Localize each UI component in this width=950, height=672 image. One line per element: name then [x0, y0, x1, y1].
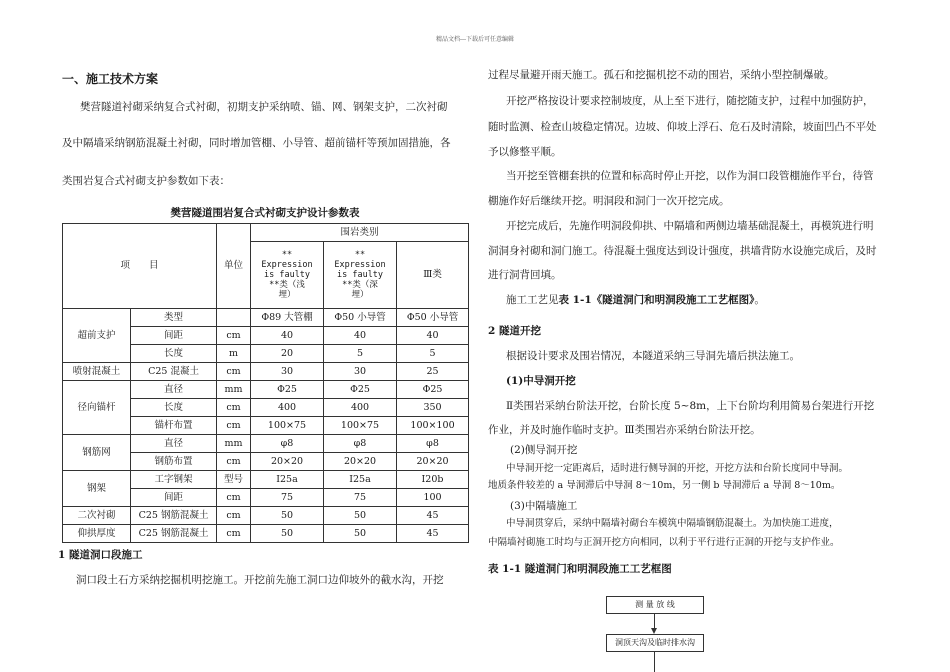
table-cell: cm	[217, 507, 251, 525]
paragraph-line: 樊营隧道衬砌采纳复合式衬砌，初期支护采纳喷、锚、网、钢架支护，二次衬砌	[80, 101, 448, 113]
table-cell: Φ89 大管棚	[251, 309, 324, 327]
paragraph-line: 当开挖至管棚套拱的位置和标高时停止开挖，以作为洞口段管棚施作平台，待管	[506, 170, 874, 182]
paragraph-line: 随时监测、检查山坡稳定情况。边坡、仰坡上浮石、危石及时清除，坡面凹凸不平处	[488, 121, 877, 133]
paragraph-line: 过程尽量避开雨天施工。孤石和挖掘机挖不动的围岩，采纳小型控制爆破。	[488, 69, 835, 81]
table-cell: I25a	[324, 471, 397, 489]
table-cell: Φ50 小导管	[324, 309, 397, 327]
header-rock-class: 围岩类别	[251, 224, 469, 242]
table-cell: 长度	[131, 399, 217, 417]
page-header: 精品文档---下载后可任意编辑	[435, 36, 515, 43]
table-cell: 长度	[131, 345, 217, 363]
table-cell: 钢筋布置	[131, 453, 217, 471]
table-cell: φ8	[397, 435, 469, 453]
table-cell: 100×75	[324, 417, 397, 435]
table-cell: 20×20	[251, 453, 324, 471]
table-cell: I20b	[397, 471, 469, 489]
header-class-shallow: ** Expression is faulty **类（浅 埋）	[251, 242, 324, 309]
header-class-deep: ** Expression is faulty **类（深 埋）	[324, 242, 397, 309]
table-cell: m	[217, 345, 251, 363]
paragraph-line: 作业，并及时施作临时支护。Ⅲ类围岩亦采纳台阶法开挖。	[488, 424, 761, 436]
table-cell: cm	[217, 489, 251, 507]
table-cell: 40	[324, 327, 397, 345]
subsection-heading: (1)中导洞开挖	[506, 375, 576, 387]
table-cell: 直径	[131, 381, 217, 399]
table-cell: cm	[217, 327, 251, 345]
table-cell: 工字钢架	[131, 471, 217, 489]
table-cell	[217, 309, 251, 327]
paragraph-line: 予以修整平顺。	[488, 146, 562, 158]
table-cell: 型号	[217, 471, 251, 489]
subsection-heading: (2)侧导洞开挖	[510, 444, 578, 456]
table-cell: 间距	[131, 327, 217, 345]
paragraph-line	[506, 293, 765, 307]
table-cell: Φ25	[251, 381, 324, 399]
paragraph-line: 中导洞贯穿后，采纳中隔墙衬砌台车模筑中隔墙钢筋混凝土。为加快施工进度，	[506, 518, 839, 529]
table-cell: C25 钢筋混凝土	[131, 525, 217, 543]
table-row	[63, 507, 469, 525]
paragraph-line: 开挖完成后，先施作明洞段仰拱、中隔墙和两侧边墙基础混凝土，再模筑进行明	[506, 220, 874, 232]
table-cell: cm	[217, 453, 251, 471]
paragraph-line: 进行洞背回填。	[488, 269, 562, 281]
table-cell: 100×100	[397, 417, 469, 435]
table-cell: 400	[251, 399, 324, 417]
table-cell: mm	[217, 381, 251, 399]
table-cell: Φ25	[397, 381, 469, 399]
paragraph-line: 棚施作好后继续开挖。明洞段和洞门一次开挖完成。	[488, 195, 730, 207]
table-cell: 40	[397, 327, 469, 345]
table-cell: 直径	[131, 435, 217, 453]
group-label: 钢筋网	[63, 435, 131, 471]
table-cell: 25	[397, 363, 469, 381]
flow-step-survey: 测 量 放 线	[606, 596, 704, 614]
table-cell: 50	[324, 525, 397, 543]
table-row	[63, 435, 469, 453]
table-cell: 100	[397, 489, 469, 507]
support-parameter-table	[62, 223, 469, 543]
table-cell: cm	[217, 417, 251, 435]
table-cell: 间距	[131, 489, 217, 507]
table-cell: 400	[324, 399, 397, 417]
group-label: 二次衬砌	[63, 507, 131, 525]
group-label: 仰拱厚度	[63, 525, 131, 543]
table-cell: C25 混凝土	[131, 363, 217, 381]
section-heading: 1 隧道洞口段施工	[58, 549, 143, 561]
table-row	[63, 309, 469, 327]
table-cell: I25a	[251, 471, 324, 489]
table-row	[63, 363, 469, 381]
table-cell: C25 钢筋混凝土	[131, 507, 217, 525]
table-cell: cm	[217, 363, 251, 381]
table-cell: 类型	[131, 309, 217, 327]
table-cell: Φ25	[324, 381, 397, 399]
table-cell: 5	[397, 345, 469, 363]
table-cell: 40	[251, 327, 324, 345]
table-cell: 50	[251, 507, 324, 525]
header-unit: 单位	[217, 224, 251, 309]
table-cell: Φ50 小导管	[397, 309, 469, 327]
group-label: 径向锚杆	[63, 381, 131, 435]
paragraph-line: 中隔墙衬砌施工时均与正洞开挖方向相同，以利于平行进行正洞的开挖与支护作业。	[488, 537, 840, 548]
paragraph-line: 中导洞开挖一定距离后，适时进行侧导洞的开挖，开挖方法和台阶长度同中导洞。	[506, 463, 849, 474]
table-cell: 20×20	[397, 453, 469, 471]
table-cell: 锚杆布置	[131, 417, 217, 435]
paragraph-line: 根据设计要求及围岩情况，本隧道采纳三导洞先墙后拱法施工。	[506, 350, 800, 362]
table-row	[63, 471, 469, 489]
table-cell: 30	[324, 363, 397, 381]
table-cell: 45	[397, 507, 469, 525]
table-row	[63, 525, 469, 543]
table-cell: cm	[217, 525, 251, 543]
figure-reference: 表 1-1《隧道洞门和明洞段施工工艺框图》	[558, 294, 755, 306]
table-cell: 5	[324, 345, 397, 363]
section-title: 一、施工技术方案	[62, 72, 159, 86]
flow-step-drainage: 洞顶天沟及临时排水沟	[606, 634, 704, 652]
group-label: 钢架	[63, 471, 131, 507]
table-cell: 20	[251, 345, 324, 363]
table-caption: 樊营隧道围岩复合式衬砌支护设计参数表	[170, 207, 360, 219]
table-cell: 30	[251, 363, 324, 381]
group-label: 喷射混凝土	[63, 363, 131, 381]
table-cell: mm	[217, 435, 251, 453]
paragraph-line: 地质条件较差的 a 导洞滞后中导洞 8～10m，另一侧 b 导洞滞后 a 导洞 8～10m。	[488, 480, 841, 491]
group-label: 超前支护	[63, 309, 131, 363]
flow-connector	[654, 651, 655, 672]
table-cell: 50	[324, 507, 397, 525]
figure-title: 表 1-1 隧道洞门和明洞段施工工艺框图	[488, 563, 672, 575]
paragraph-line: 开挖严格按设计要求控制坡度，从上至下进行，随挖随支护，过程中加强防护，	[506, 95, 874, 107]
table-cell: 20×20	[324, 453, 397, 471]
table-cell: 75	[251, 489, 324, 507]
paragraph-line: 类围岩复合式衬砌支护参数如下表：	[62, 175, 230, 187]
table-cell: 45	[397, 525, 469, 543]
table-cell: φ8	[251, 435, 324, 453]
paragraph-line: 洞洞身衬砌和洞门施工。待混凝土强度达到设计强度，拱墙背防水设施完成后，及时	[488, 245, 877, 257]
table-cell: 350	[397, 399, 469, 417]
header-item: 项 目	[63, 224, 217, 309]
table-row	[63, 381, 469, 399]
paragraph-line: Ⅱ类围岩采纳台阶法开挖，台阶长度 5~8m，上下台阶均利用简易台架进行开挖	[506, 400, 875, 412]
table-cell: 75	[324, 489, 397, 507]
table-cell: φ8	[324, 435, 397, 453]
subsection-heading: (3)中隔墙施工	[510, 500, 578, 512]
table-cell: cm	[217, 399, 251, 417]
paragraph-line: 及中隔墙采纳钢筋混凝土衬砌，同时增加管棚、小导管、超前锚杆等预加固措施，各	[62, 137, 451, 149]
text-run: 。	[754, 294, 765, 306]
text-run: 施工工艺见	[506, 294, 559, 306]
header-class-3: Ⅲ类	[397, 242, 469, 309]
table-cell: 100×75	[251, 417, 324, 435]
table-cell: 50	[251, 525, 324, 543]
section-heading: 2 隧道开挖	[488, 325, 541, 337]
paragraph-line: 洞口段土石方采纳挖掘机明挖施工。开挖前先施工洞口边仰坡外的截水沟，开挖	[76, 574, 444, 586]
